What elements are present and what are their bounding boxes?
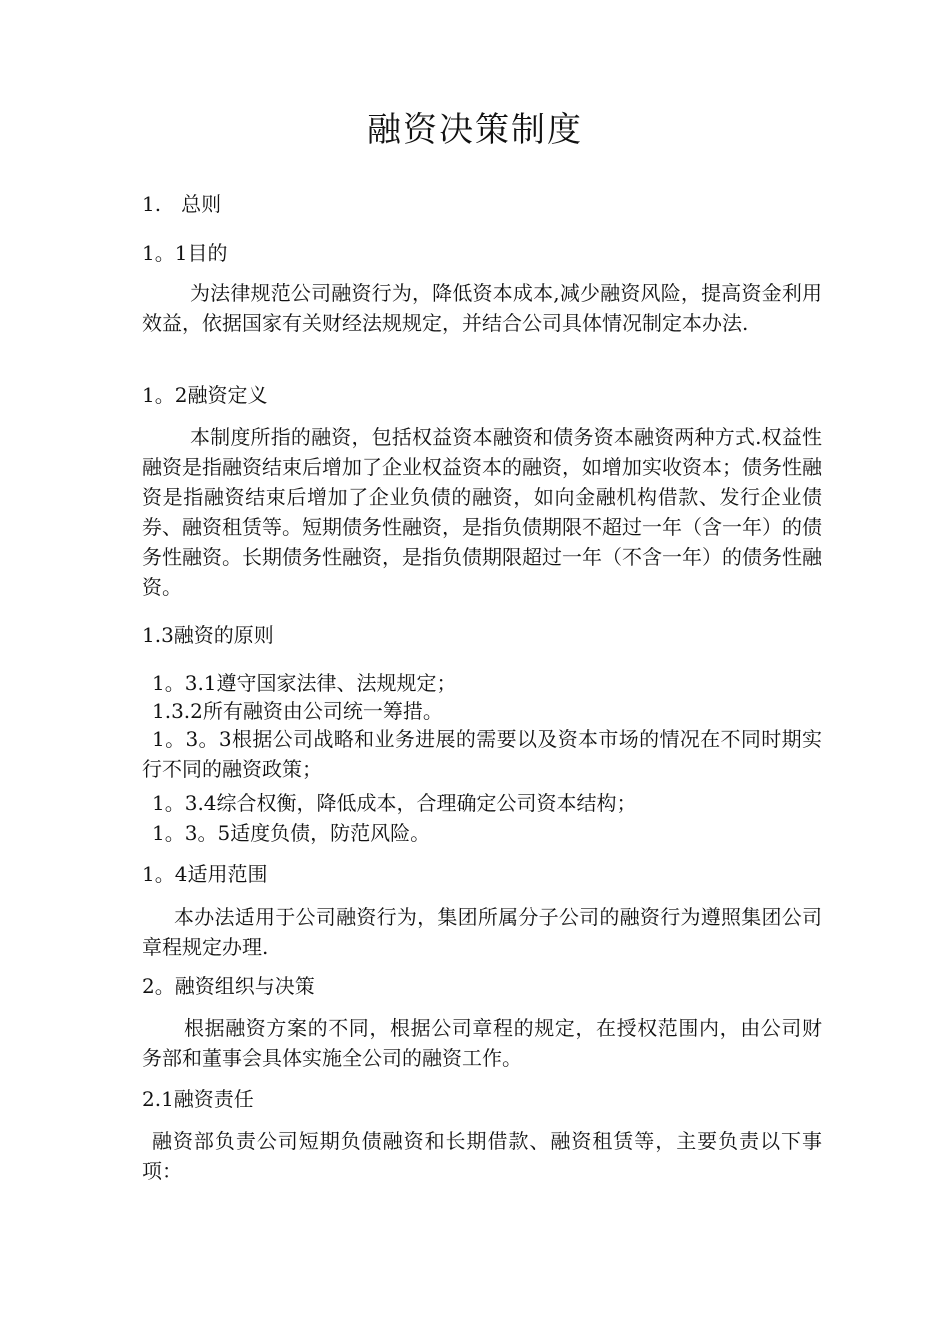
principle-item: 1。3。5适度负债，防范风险。: [152, 821, 431, 845]
section-1-1-heading: 1。1目的: [142, 241, 228, 265]
section-2-heading: 2。融资组织与决策: [142, 974, 315, 998]
principle-item: 1。3.1遵守国家法律、法规规定；: [152, 671, 457, 695]
section-1-heading: 1. 总则: [142, 192, 222, 216]
section-2-1-heading: 2.1融资责任: [142, 1087, 254, 1111]
section-1-3-heading: 1.3融资的原则: [142, 623, 274, 647]
section-2-1-paragraph: 融资部负责公司短期负债融资和长期借款、融资租赁等，主要负责以下事项：: [142, 1129, 822, 1183]
principle-item: 1.3.2所有融资由公司统一筹措。: [152, 699, 443, 723]
section-1-1-paragraph: 为法律规范公司融资行为，降低资本成本,减少融资风险，提高资金利用效益，依据国家有关财经法规规定，并结合公司具体情况制定本办法.: [142, 281, 822, 335]
document-title: 融资决策制度: [367, 110, 583, 150]
principle-item: 1。3.4综合权衡，降低成本，合理确定公司资本结构；: [152, 791, 637, 815]
section-1-2-heading: 1。2融资定义: [142, 383, 268, 407]
section-1-4-paragraph: 本办法适用于公司融资行为，集团所属分子公司的融资行为遵照集团公司章程规定办理.: [142, 905, 822, 959]
section-2-paragraph: 根据融资方案的不同，根据公司章程的规定，在授权范围内，由公司财务部和董事会具体实施全公司的融资工作。: [142, 1016, 822, 1070]
section-1-2-paragraph: 本制度所指的融资，包括权益资本融资和债务资本融资两种方式.权益性融资是指融资结束后增加了企业权益资本的融资，如增加实收资本；债务性融资是指融资结束后增加了企业负债的融资，如向金融机构借款、发行企业债券、融资租赁等。短期债务性融资，是指负债期限不超过一年（含一年）的债务性融资。长期债务性融资，是指负债期限超过一年（不含一年）的债务性融资。: [142, 425, 822, 599]
section-1-4-heading: 1。4适用范围: [142, 862, 268, 886]
principle-item: 1。3。3根据公司战略和业务进展的需要以及资本市场的情况在不同时期实行不同的融资政策；: [142, 727, 822, 781]
